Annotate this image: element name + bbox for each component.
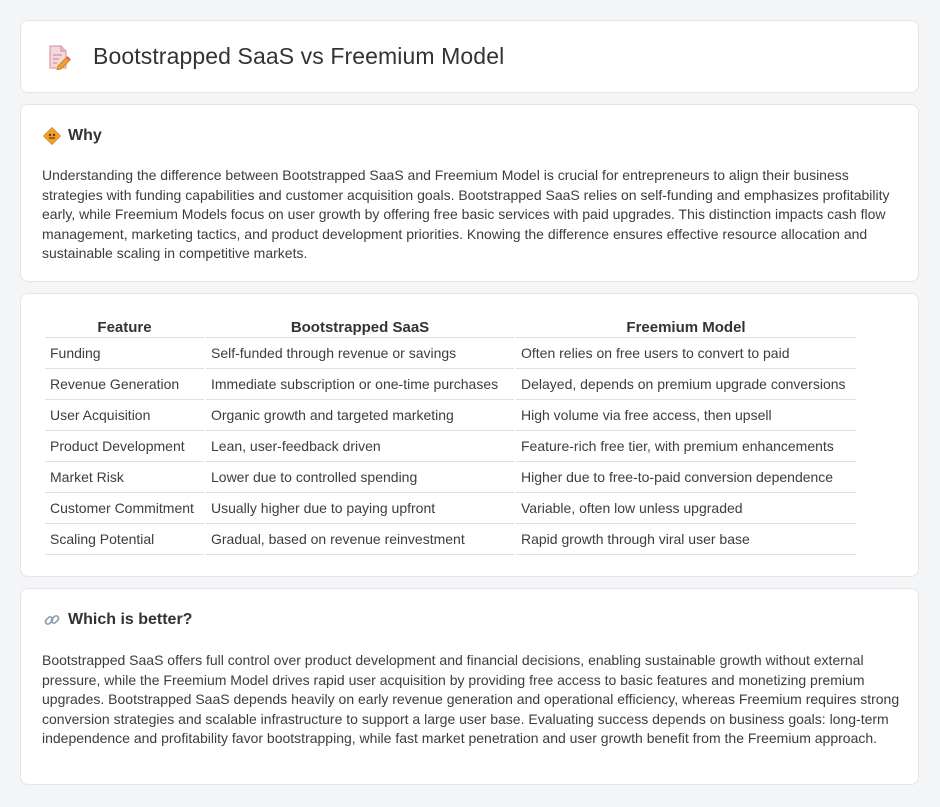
cell-bootstrapped: Gradual, based on revenue reinvestment: [206, 524, 514, 555]
why-heading: [43, 127, 102, 145]
better-body: Bootstrapped SaaS offers full control over product development and financial decisions, enabling sustainable growth without external pressure, while the Freemium Model drives rapid user acquisition by providing free access to basic features and monetizing premium upgrades. Bootstrapped SaaS depends heavily on early revenue generation and operational efficiency, whereas Freemium requires strong conversion strategies and scalable infrastructure to support a large user base. Evaluating success depends on business goals: long-term independence and profitability favor bootstrapping, while fast market penetration and user growth benefit from the Freemium approach.: [42, 652, 900, 746]
table-row: [45, 369, 856, 400]
cell-feature: Customer Commitment: [45, 493, 204, 524]
cell-bootstrapped: Usually higher due to paying upfront: [206, 493, 514, 524]
cell-bootstrapped: Immediate subscription or one-time purchases: [206, 369, 514, 400]
comparison-section: [20, 293, 919, 577]
table-header-row: [45, 314, 856, 338]
link-icon: [43, 611, 61, 629]
header-bootstrapped: Bootstrapped SaaS: [206, 314, 514, 338]
table-row: [45, 431, 856, 462]
cell-feature: Market Risk: [45, 462, 204, 493]
cell-bootstrapped: Organic growth and targeted marketing: [206, 400, 514, 431]
cell-bootstrapped: Self-funded through revenue or savings: [206, 338, 514, 369]
cell-freemium: High volume via free access, then upsell: [516, 400, 856, 431]
header-freemium: Freemium Model: [516, 314, 856, 338]
why-section: [20, 104, 919, 282]
cell-bootstrapped: Lower due to controlled spending: [206, 462, 514, 493]
title-row: [47, 43, 504, 70]
cell-freemium: Higher due to free-to-paid conversion dependence: [516, 462, 856, 493]
cell-freemium: Rapid growth through viral user base: [516, 524, 856, 555]
table-row: [45, 524, 856, 555]
cell-feature: Product Development: [45, 431, 204, 462]
table-row: [45, 400, 856, 431]
document-pencil-icon: [47, 44, 71, 70]
page-title: Bootstrapped SaaS vs Freemium Model: [93, 43, 505, 69]
diamond-sign-icon: [43, 127, 61, 145]
table-row: [45, 338, 856, 369]
better-title: Which is better?: [68, 611, 193, 628]
cell-freemium: Often relies on free users to convert to paid: [516, 338, 856, 369]
table-row: [45, 493, 856, 524]
header-feature: Feature: [45, 314, 204, 338]
cell-freemium: Delayed, depends on premium upgrade conversions: [516, 369, 856, 400]
cell-feature: Funding: [45, 338, 204, 369]
cell-feature: User Acquisition: [45, 400, 204, 431]
header-card: [20, 20, 919, 93]
comparison-table: [43, 314, 858, 555]
which-better-section: [20, 588, 919, 785]
cell-feature: Revenue Generation: [45, 369, 204, 400]
why-title: Why: [68, 127, 102, 144]
why-body: Understanding the difference between Bootstrapped SaaS and Freemium Model is crucial for entrepreneurs to align their business strategies with funding capabilities and customer acquisition goals. Bootstrapped SaaS relies on self-funding and emphasizes profitability early, while Freemium Models focus on user growth by offering free basic services with paid upgrades. This distinction impacts cash flow management, marketing tactics, and product development priorities. Knowing the difference ensures effective resource allocation and sustainable scaling in competitive markets.: [42, 167, 890, 261]
table-row: [45, 462, 856, 493]
cell-feature: Scaling Potential: [45, 524, 204, 555]
cell-freemium: Feature-rich free tier, with premium enhancements: [516, 431, 856, 462]
better-heading: [43, 611, 192, 629]
cell-freemium: Variable, often low unless upgraded: [516, 493, 856, 524]
cell-bootstrapped: Lean, user-feedback driven: [206, 431, 514, 462]
